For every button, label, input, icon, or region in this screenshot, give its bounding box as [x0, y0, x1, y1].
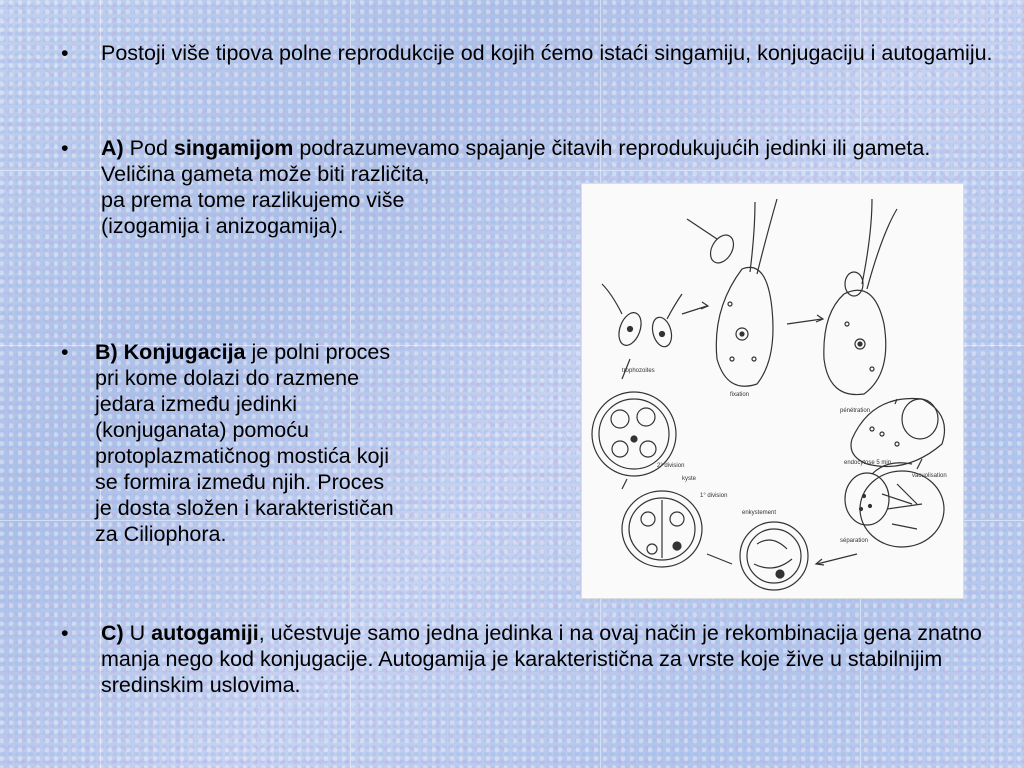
singamija-line2: Veličina gameta može biti različita, — [101, 162, 430, 186]
bullet-intro — [61, 40, 1001, 66]
bullet-dot: • — [61, 340, 69, 364]
singamija-line3: pa prema tome razlikujemo više — [101, 188, 405, 212]
konjugacija-line: jedara između jedinki — [95, 392, 297, 416]
life-cycle-figure — [581, 183, 964, 599]
bullet-autogamija — [61, 620, 1001, 698]
prefix-c: C) — [101, 621, 124, 645]
division-2-cyst — [622, 491, 702, 567]
autogamija-paragraph: C) U autogamiji, učestvuje samo jedna jedinka i na ovaj način je rekombinacija gena znatno manja nego kod konjugacije. Autogamija je karakteristična za vrste koje žive u stabilnijim sredinskim uslovima. — [101, 621, 982, 697]
prefix-a: A) — [101, 136, 124, 160]
penetration-cell — [824, 199, 897, 395]
label-enkystement: enkystement — [742, 510, 777, 516]
label-division-1: 1° division — [700, 493, 728, 499]
singamija-line4: (izogamija i anizogamija). — [101, 214, 344, 238]
bullet-dot: • — [61, 41, 69, 65]
term-autogamija: autogamiji — [151, 621, 259, 645]
konjugacija-line: je dosta složen i karakterističan — [95, 496, 394, 520]
bullet-dot: • — [61, 621, 69, 645]
fixation-cell — [687, 199, 777, 386]
life-cycle-diagram — [582, 184, 963, 598]
konjugacija-line: za Ciliophora. — [95, 522, 227, 546]
label-separation: séparation — [840, 538, 869, 544]
label-endocytose: endocytose 5 min — [844, 460, 892, 466]
bullet-dot: • — [61, 136, 69, 160]
bullet-konjugacija: • B) Konjugacija je polni proces pri kome dolazi do razmene jedara između jedinki (konjuganata) pomoću protoplazmatičnog mostića koji se formira između njih. Proces je dosta složen i karakterističan za Ciliophora. — [95, 339, 515, 547]
trophozoites-cells — [602, 284, 682, 349]
enkystement-cyst — [740, 522, 808, 590]
label-vacuolisation: vacuolisation — [912, 473, 947, 479]
term-konjugacija: B) Konjugacija — [95, 340, 246, 364]
label-penetration: pénétration — [840, 408, 871, 414]
label-division-2: 2° division — [657, 463, 685, 469]
singamija-paragraph: A) Pod singamijom podrazumevamo spajanje čitavih reprodukujućih jedinki ili gameta. — [101, 136, 931, 160]
konjugacija-line: se formira između njih. Proces — [95, 470, 385, 494]
term-singamija: singamijom — [173, 136, 294, 160]
intro-text: Postoji više tipova polne reprodukcije od kojih ćemo istaći singamiju, konjugaciju i autogamiju. — [101, 41, 993, 65]
konjugacija-line: protoplazmatičnog mostića koji — [95, 444, 389, 468]
label-kyste: kyste — [682, 476, 697, 482]
label-fixation: fixation — [730, 392, 750, 398]
konjugacija-line: pri kome dolazi do razmene — [95, 366, 360, 390]
label-trophozoites: trophozoites — [622, 368, 655, 374]
konjugacija-line: (konjuganata) pomoću — [95, 418, 309, 442]
